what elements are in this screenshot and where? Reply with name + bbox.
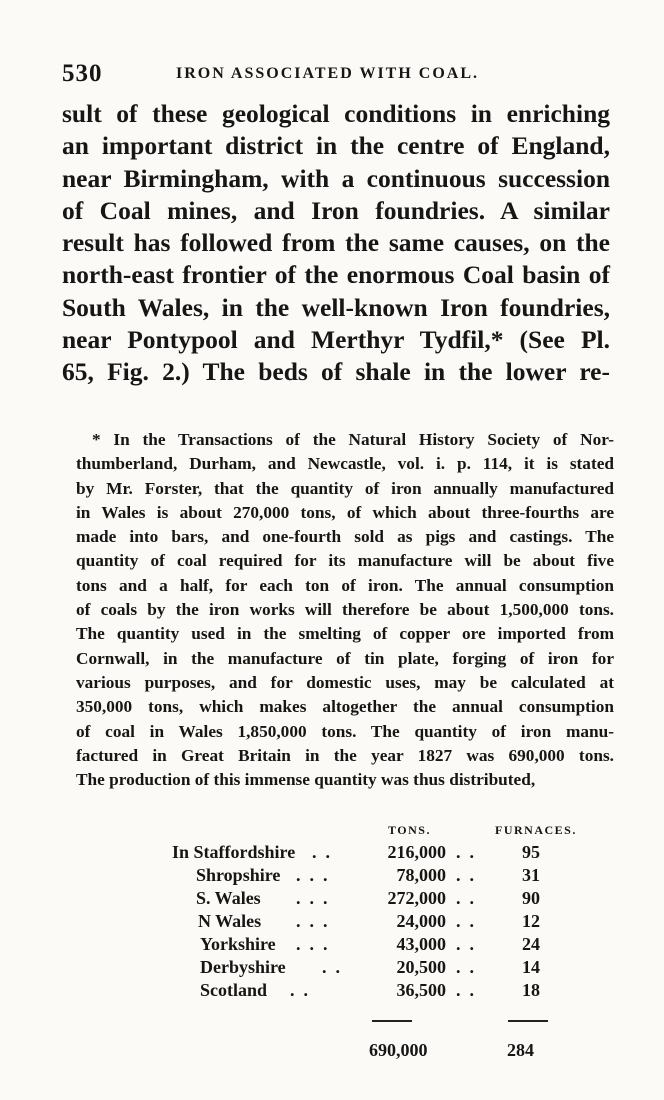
table-row-furnaces: 18 [522,980,540,1000]
footnote-line: of coal in Wales 1,850,000 tons. The quantity of iron manu- [76,721,614,741]
footnote-line: 350,000 tons, which makes altogether the annual consumption [76,697,614,717]
leader-dots: ... [296,888,337,908]
footnote [76,428,614,792]
column-header-tons: TONS. [388,823,431,837]
running-title: IRON ASSOCIATED WITH COAL. [176,65,480,82]
leader-dots: ... [296,865,337,885]
sum-rule-tons [372,1020,412,1022]
footnote-line: of coals by the iron works will therefore be about 1,500,000 tons. [76,600,614,620]
footnote-line: * In the Transactions of the Natural History Society of Nor- [92,430,614,449]
footnote-line: quantity of coal required for its manufacture will be about five [76,551,614,571]
body-line: an important district in the centre of England, [62,131,610,161]
running-header [62,60,624,90]
total-tons: 690,000 [369,1040,428,1060]
leader-dots: .. [290,980,317,1000]
leader-dots: .. [322,957,349,977]
leader-dots: .. [456,842,483,862]
footnote-line: The production of this immense quantity was thus distributed, [76,770,536,790]
footnote-line: by Mr. Forster, that the quantity of iron annually manufactured [76,478,614,498]
table-row-tons: 43,000 [396,934,446,954]
leader-dots: .. [456,980,483,1000]
leader-dots: ... [296,934,337,954]
table-row-tons: 24,000 [396,911,446,931]
leader-dots: .. [456,934,483,954]
body-line: 65, Fig. 2.) The beds of shale in the lower re- [62,357,610,387]
table-row-furnaces: 12 [522,911,540,931]
sum-rule-furnaces [508,1020,548,1022]
leader-dots: .. [456,957,483,977]
footnote-line: Cornwall, in the manufacture of tin plate, forging of iron for [76,648,614,668]
table-row-furnaces: 14 [522,957,540,977]
table-row-tons: 272,000 [387,888,446,908]
footnote-line: factured in Great Britain in the year 1827 was 690,000 tons. [76,745,614,765]
column-header-furnaces: FURNACES. [495,823,577,837]
body-line: South Wales, in the well-known Iron foundries, [62,292,610,322]
table-row-tons: 216,000 [387,842,446,862]
body-line: near Pontypool and Merthyr Tydfil,* (See Pl. [62,325,610,355]
footnote-line: tons and a half, for each ton of iron. The annual consumption [76,575,614,595]
table-row-place: S. Wales [196,888,261,908]
body-line: north-east frontier of the enormous Coal basin of [62,260,610,290]
body-line: near Birmingham, with a continuous succession [62,163,610,193]
table-row-tons: 36,500 [396,980,446,1000]
table-row-tons: 78,000 [396,865,446,885]
table-row-place: Scotland [200,980,268,1000]
leader-dots: .. [456,911,483,931]
leader-dots: .. [456,865,483,885]
table-row-place: Derbyshire [200,957,286,977]
body-line: of Coal mines, and Iron foundries. A similar [62,195,610,225]
footnote-line: various purposes, and for domestic uses, may be calculated at [76,672,614,692]
table-row-place: Shropshire [196,865,281,885]
footnote-line: made into bars, and one-fourth sold as pigs and castings. The [76,527,614,547]
table-row-furnaces: 90 [522,888,540,908]
body-paragraph [62,98,610,389]
footnote-line: in Wales is about 270,000 tons, of which about three-fourths are [76,502,614,522]
table-row-place: Yorkshire [200,934,276,954]
page-number: 530 [62,60,103,87]
leader-dots: .. [312,842,339,862]
total-furnaces: 284 [507,1040,534,1060]
table-row-place: In Staffordshire [172,842,296,862]
body-line: result has followed from the same causes, on the [62,228,610,258]
table-row-furnaces: 24 [522,934,540,954]
footnote-line: The quantity used in the smelting of copper ore imported from [76,624,614,644]
body-line: sult of these geological conditions in enriching [62,99,610,128]
footnote-line: thumberland, Durham, and Newcastle, vol. i. p. 114, it is stated [76,454,614,474]
table-row-tons: 20,500 [396,957,446,977]
leader-dots: ... [296,911,337,931]
table-row-furnaces: 31 [522,865,540,885]
table-row-place: N Wales [198,911,262,931]
table-row-furnaces: 95 [522,842,540,862]
leader-dots: .. [456,888,483,908]
